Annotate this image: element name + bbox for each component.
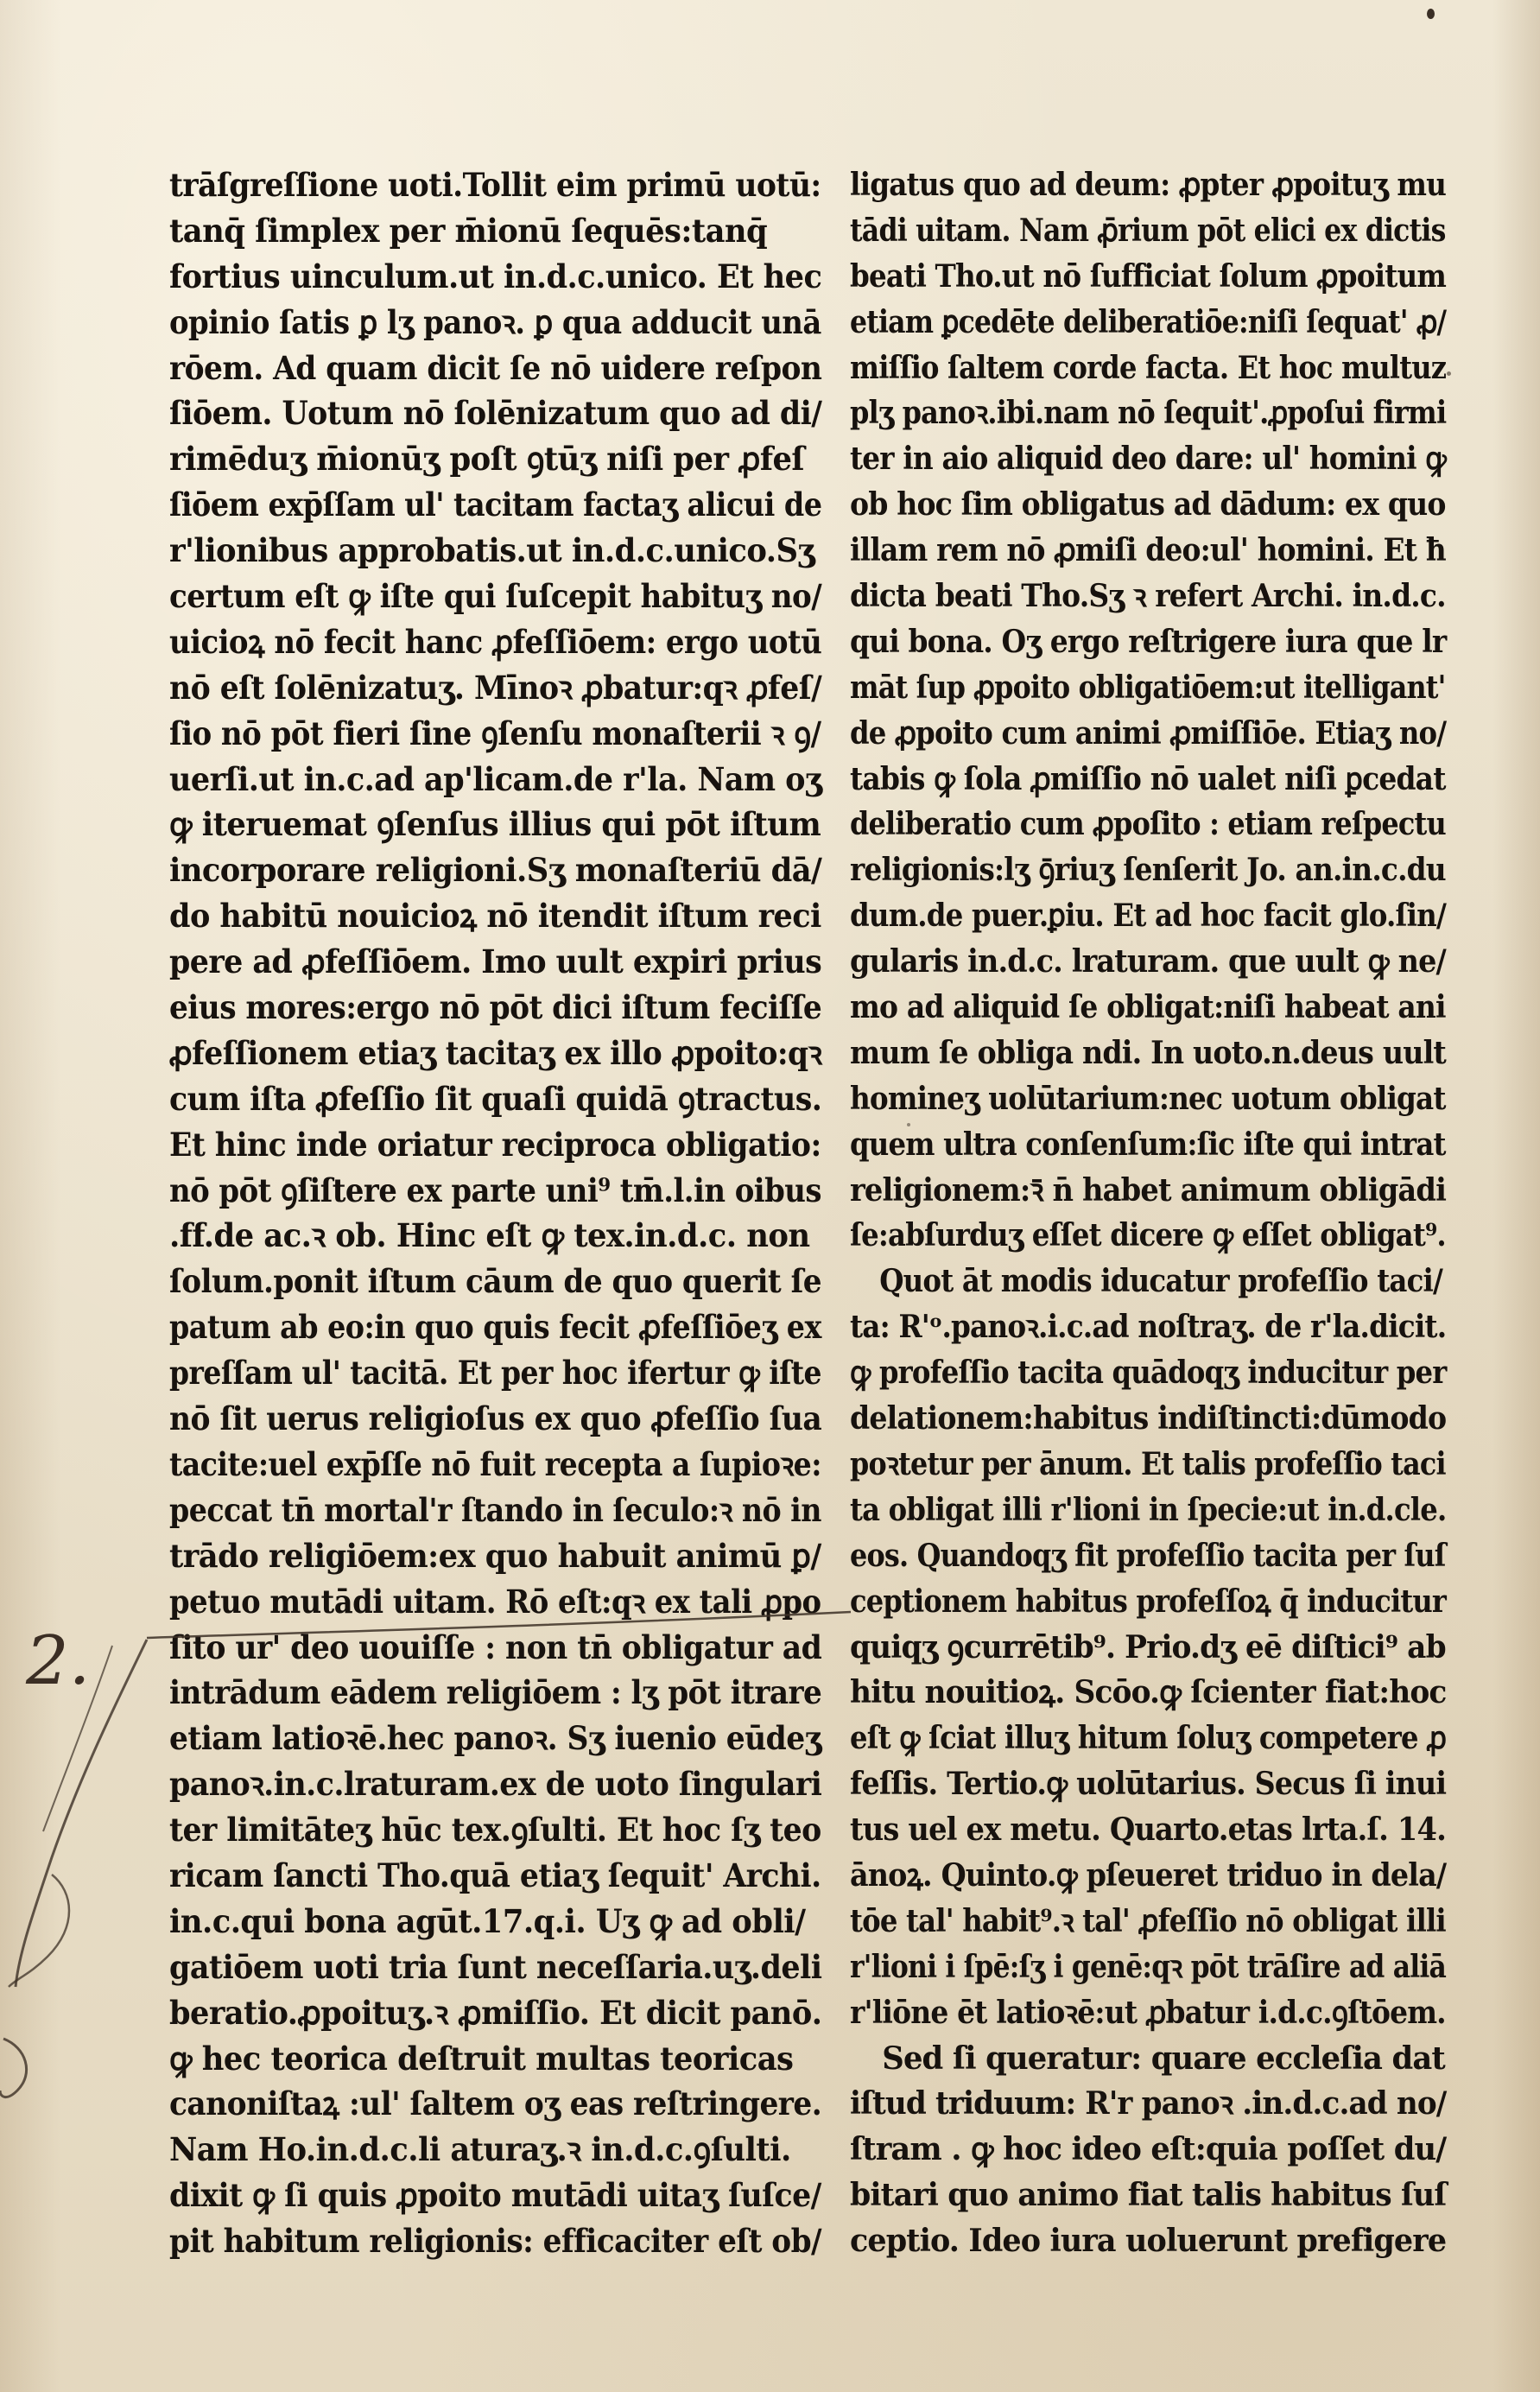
text-line: peccat tn̄ mortal'r ſtando in ſeculo:ꝛ nō in — [169, 1490, 821, 1529]
text-line: uerſi.ut in.c.ad ap'licam.de r'la. Nam oʒ — [169, 759, 822, 798]
text-line: etiam latioꝛē.hec panoꝛ. Sʒ iuenio eūdeʒ — [169, 1719, 821, 1758]
text-line: plʒ panoꝛ.ibi.nam nō ſequit'.ꝓpoſui firmi — [850, 395, 1447, 432]
text-line: illam rem nō ꝓmiſi deo:ul' homini. Et ħ — [850, 532, 1446, 569]
text-line: quiqʒ ꝯcurrētib⁹. Prio.dʒ eē diſtici⁹ ab — [850, 1628, 1446, 1666]
text-line: māt ſup ꝓpoito obligatiōem:ut itelligant' — [850, 669, 1446, 706]
text-line: ſtram . ꝙ hoc ideo eſt:quia poſſet du/ — [850, 2131, 1447, 2168]
text-line: mo ad aliquid ſe obligat:niſi habeat ani — [850, 989, 1446, 1026]
text-line: tōe tal' habit⁹.ꝛ tal' ꝓfeſſio nō obligat illi — [850, 1902, 1446, 1939]
text-line: eius mores:ergo nō pōt dici iſtum feciſſe — [169, 988, 822, 1027]
text-line: tus uel ex metu. Quarto.etas lrta.ſ. 14. — [850, 1811, 1446, 1849]
text-line: beratio.ꝓpoituʒ.ꝛ ꝓmiſſio. Et dicit panō. — [169, 1993, 822, 2032]
text-line: nō pōt ꝯſiſtere ex parte uni⁹ tm̄.l.in oibus — [169, 1171, 821, 1209]
text-line: pit habitum religionis: efficaciter eſt ob/ — [169, 2222, 822, 2261]
text-line: do habitū nouicioꝝ nō itendit iſtum reci — [169, 897, 821, 936]
text-line: nō ſit uerus religioſus ex quo ꝓfeſſio ſua — [169, 1399, 822, 1438]
right-text-column — [850, 162, 1454, 2264]
text-line: homineʒ uolūtarium:nec uotum obligat — [850, 1080, 1446, 1117]
text-line: cum iſta ꝓfeſſio ſit quaſi quidā ꝯtractus. — [169, 1079, 822, 1118]
text-line: rōem. Ad quam dicit ſe nō uidere reſpon — [169, 348, 822, 387]
text-line: trādo religiōem:ex quo habuit animū ꝑ/ — [169, 1536, 821, 1575]
text-line: ceptionem habitus profeſſoꝝ q̄ inducitur — [850, 1583, 1447, 1620]
text-line: tacite:uel exp̄ſſe nō fuit recepta a ſupioꝛe: — [169, 1444, 821, 1483]
text-line: tabis ꝙ ſola ꝓmiſſio nō ualet niſi ꝑcedat — [850, 760, 1446, 797]
text-line: delationem:habitus indiſtincti:dūmodo — [850, 1400, 1447, 1437]
text-line: petuo mutādi uitam. Rō eſt:qꝛ ex tali ꝓpo — [169, 1582, 821, 1621]
marginal-note: 2. — [26, 1622, 91, 1700]
text-line: pere ad ꝓfeſſiōem. Imo uult expiri prius — [169, 942, 822, 981]
text-line: ſiōem exp̄ſſam ul' tacitam factaʒ alicui de — [169, 485, 822, 524]
text-line: eſt ꝙ ſciat illuʒ hitum ſoluʒ competere ꝓ — [850, 1720, 1447, 1757]
text-line: de ꝓpoito cum animi ꝓmiſſiōe. Etiaʒ no/ — [850, 714, 1447, 752]
text-line: religionem:ꝛ̄ n̄ habet animum obligādi — [850, 1171, 1447, 1209]
text-line: ob hoc ſim obligatus ad dādum: ex quo — [850, 486, 1446, 523]
text-line: ſolum.ponit iſtum cāum de quo querit ſe — [169, 1262, 822, 1301]
ink-margin-loop — [0, 2039, 27, 2097]
text-line: ta: R'ᵒ.panoꝛ.i.c.ad noſtraʒ. de r'la.dicit. — [850, 1309, 1447, 1346]
text-line: dixit ꝙ ſi quis ꝓpoito mutādi uitaʒ ſuſce/ — [169, 2176, 821, 2215]
text-line: iſtud triduum: R'r panoꝛ .in.d.c.ad no/ — [850, 2085, 1447, 2122]
text-line: poꝛtetur per ānum. Et talis profeſſio taci — [850, 1445, 1446, 1482]
text-line: dum.de puer.ꝑiu. Et ad hoc facit glo.ſin/ — [850, 898, 1447, 935]
text-line: nō eſt ſolēnizatuʒ. Mīnoꝛ ꝓbatur:qꝛ ꝓfeſ/ — [169, 668, 822, 707]
ink-speck — [907, 1123, 910, 1126]
text-line: hitu nouitioꝝ. Scōo.ꝙ ſcienter fiat:hoc — [850, 1674, 1447, 1711]
ink-speck — [1447, 371, 1451, 376]
text-line: r'lioni i ſpē:ſʒ i genē:qꝛ pōt trāſire ad aliā — [850, 1948, 1447, 1985]
text-line: ꝙ profeſſio tacita quādoqʒ inducitur per — [850, 1355, 1447, 1392]
text-line: tādi uitam. Nam ꝓ̄rium pōt elici ex dictis — [850, 212, 1446, 249]
text-line: preſſam ul' tacitā. Et per hoc ifertur ꝙ iſte — [169, 1354, 822, 1393]
text-line: opinio ſatis ꝑ lʒ panoꝛ. ꝑ qua adducit unā — [169, 302, 821, 341]
text-line: tanq̄ ſimplex per m̄ionū ſequēs:tanq̄ — [169, 211, 768, 250]
text-line: in.c.qui bona agūt.17.q.i. Uʒ ꝙ ad obli/ — [169, 1901, 806, 1940]
text-line: r'lionibus approbatis.ut in.d.c.unico.Sʒ — [169, 531, 814, 570]
ink-margin-hook — [9, 1875, 69, 1987]
text-line: gatiōem uoti tria ſunt neceſſaria.uʒ.deli — [169, 1947, 822, 1986]
text-line: ter limitāteʒ hūc tex.ꝯſulti. Et hoc ſʒ teo — [169, 1811, 821, 1850]
text-line: Sed ſi queratur: quare eccleſia dat — [882, 2040, 1445, 2077]
ink-speck — [1427, 9, 1435, 19]
text-line: ſito ur' deo uouiſſe : non tn̄ obligatur ad — [169, 1627, 822, 1666]
text-line: ſio nō pōt fieri ſine ꝯſenſu monaſterii ꝛ ꝯ/ — [169, 714, 821, 752]
text-line: quem ultra conſenſum:ſic iſte qui intrat — [850, 1126, 1446, 1163]
text-line: bitari quo animo fiat talis habitus ſuſ — [850, 2177, 1447, 2214]
text-line: rimēduʒ m̄ionūʒ poſt ꝯtūʒ niſi per ꝓfeſ — [169, 440, 805, 479]
text-line: ter in aio aliquid deo dare: ul' homini ꝙ — [850, 441, 1447, 478]
text-line: beati Tho.ut nō ſufficiat ſolum ꝓpoitum — [850, 257, 1447, 295]
text-line: ricam ſancti Tho.quā etiaʒ ſequit' Archi. — [169, 1856, 821, 1894]
text-line: uicioꝝ nō fecit hanc ꝓfeſſiōem: ergo uotū — [169, 622, 822, 661]
text-line: ceptio. Ideo iura uoluerunt prefigere — [850, 2223, 1447, 2260]
text-line: feſſis. Tertio.ꝙ uolūtarius. Secus ſi inui — [850, 1766, 1447, 1803]
text-line: qui bona. Oʒ ergo reſtrigere iura que lr — [850, 623, 1447, 660]
text-line: etiam ꝑcedēte deliberatiōe:niſi ſequat' ꝓ/ — [850, 303, 1447, 340]
text-line: Et hinc inde oriatur reciproca obligatio: — [169, 1125, 821, 1164]
text-line: deliberatio cum ꝓpoſito : etiam reſpectu — [850, 806, 1446, 843]
text-line: .ff.de ac.ꝛ ob. Hinc eſt ꝙ tex.in.d.c. non — [169, 1216, 810, 1255]
text-line: gularis in.d.c. lraturam. que uult ꝙ ne/ — [850, 943, 1446, 980]
text-line: Quot āt modis iducatur profeſſio taci/ — [879, 1263, 1443, 1300]
text-line: ligatus quo ad deum: ꝓpter ꝓpoituʒ mu — [850, 167, 1447, 203]
text-line: ꝙ hec teorica deſtruit multas teoricas — [169, 2039, 794, 2078]
text-line: trāſgreſſione uoti.Tollit eim primū uotū: — [169, 166, 821, 204]
text-line: ꝙ iteruemat ꝯſenſus illius qui pōt iſtum — [169, 805, 821, 844]
text-line: ſiōem. Uotum nō ſolēnizatum quo ad di/ — [169, 394, 822, 433]
text-line: intrādum eādem religiōem : lʒ pōt itrare — [169, 1673, 822, 1712]
text-line: mum ſe obliga ndi. In uoto.n.deus uult — [850, 1034, 1446, 1071]
text-line: eos. Quandoqʒ fit profeſſio tacita per ſuſ — [850, 1537, 1446, 1574]
text-line: Nam Ho.in.d.c.li aturaʒ.ꝛ in.d.c.ꝯſulti. — [169, 2130, 791, 2169]
text-line: canoniſtaꝝ :ul' ſaltem oʒ eas reſtringere. — [169, 2084, 822, 2123]
text-line: r'liōne ēt latioꝛē:ut ꝓbatur i.d.c.ꝯſtōem. — [850, 1994, 1446, 2031]
text-line: certum eſt ꝙ iſte qui ſuſcepit habituʒ no/ — [169, 577, 822, 616]
text-line: ta obligat illi r'lioni in ſpecie:ut in.d.cle. — [850, 1491, 1447, 1528]
text-line: ꝓfeſſionem etiaʒ tacitaʒ ex illo ꝓpoito:qꝛ — [169, 1033, 822, 1072]
text-line: ſe:abſurduʒ eſſet dicere ꝙ eſſet obligat⁹. — [850, 1217, 1446, 1254]
text-line: ānoꝝ. Quinto.ꝙ pſeueret triduo in dela/ — [850, 1856, 1447, 1894]
text-line: patum ab eo:in quo quis fecit ꝓfeſſiōeʒ ex — [169, 1308, 821, 1347]
text-line: miſſio ſaltem corde facta. Et hoc multuz — [850, 349, 1447, 386]
text-line: religionis:lʒ ꝯ̄riuʒ ſenſerit Jo. an.in.c.du — [850, 852, 1446, 889]
text-line: panoꝛ.in.c.lraturam.ex de uoto ſingulari — [169, 1765, 822, 1804]
text-line: fortius uinculum.ut in.d.c.unico. Et hec — [169, 257, 822, 295]
text-line: incorporare religioni.Sʒ monaſteriū dā/ — [169, 851, 822, 890]
text-line: dicta beati Tho.Sʒ ꝛ refert Archi. in.d.c. — [850, 578, 1446, 615]
left-text-column — [169, 162, 852, 2264]
